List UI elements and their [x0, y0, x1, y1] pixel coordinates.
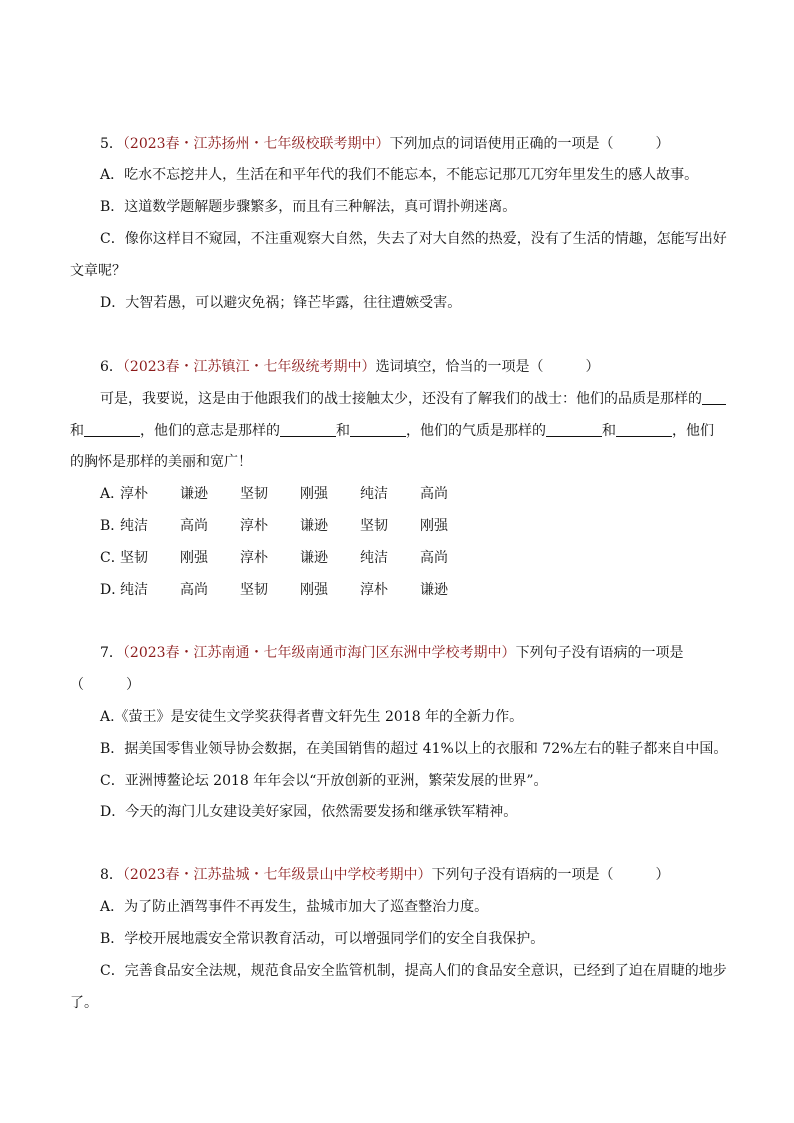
option-word: 刚强 [300, 486, 328, 502]
question-source: （2023春・江苏镇江・七年级统考期中） [122, 359, 376, 375]
passage-text: ，他们的气质是那样的 [406, 423, 546, 439]
option-label: C． [100, 550, 125, 566]
option-word: 谦逊 [420, 582, 448, 598]
question-5-header [100, 134, 670, 154]
q8-option-c-continued: 了。 [70, 995, 98, 1011]
option-word: 坚韧 [120, 550, 148, 566]
question-source: （2023春・江苏扬州・七年级校联考期中） [122, 136, 390, 152]
fill-blank [280, 422, 336, 437]
option-label: D． [100, 582, 126, 598]
option-word: 纯洁 [360, 486, 388, 502]
option-word: 淳朴 [360, 582, 388, 598]
option-word: 坚韧 [240, 486, 268, 502]
question-source: （2023春・江苏南通・七年级南通市海门区东洲中学校考期中） [122, 645, 516, 661]
q8-option-a: A．为了防止酒驾事件不再发生，盐城市加大了巡查整治力度。 [100, 899, 489, 915]
q5-option-b: B．这道数学题解题步骤繁多，而且有三种解法，真可谓扑朔迷离。 [100, 199, 517, 215]
question-6-header [100, 357, 600, 377]
q7-answer-paren: （ ） [70, 677, 140, 693]
question-number: 8． [100, 867, 123, 883]
option-word: 淳朴 [240, 518, 268, 534]
q7-option-a: A.《萤王》是安徒生文学奖获得者曹文轩先生 2018 年的全新力作。 [100, 709, 524, 725]
q8-option-c: C．完善食品安全法规，规范食品安全监管机制，提高人们的食品安全意识，已经到了迫在眉睫的地步 [100, 963, 727, 979]
q7-option-d: D．今天的海门儿女建设美好家园，依然需要发扬和继承铁军精神。 [100, 804, 518, 820]
option-word: 高尚 [420, 486, 448, 502]
q5-option-a: A．吃水不忘挖井人，生活在和平年代的我们不能忘本，不能忘记那兀兀穷年里发生的感人故事。 [100, 167, 699, 183]
question-number: 5． [100, 136, 123, 152]
passage-text: 和 [336, 423, 350, 439]
fill-blank [84, 422, 140, 437]
option-word: 高尚 [420, 550, 448, 566]
question-stem: 下列句子没有语病的一项是 [515, 645, 684, 661]
passage-text: 可是，我要说，这是由于他跟我们的战士接触太少，还没有了解我们的战士：他们的品质是那样的 [100, 391, 702, 407]
q6-option-a [100, 484, 480, 504]
option-word: 淳朴 [240, 550, 268, 566]
q6-option-d [100, 580, 480, 600]
q8-option-b: B．学校开展地震安全常识教育活动，可以增强同学们的安全自我保护。 [100, 931, 545, 947]
fill-blank [616, 422, 672, 437]
passage-text: ，他们的意志是那样的 [140, 423, 280, 439]
option-word: 刚强 [300, 582, 328, 598]
q5-option-c: C．像你这样目不窥园，不注重观察大自然，失去了对大自然的热爱，没有了生活的情趣，怎能写出好 [100, 231, 727, 247]
option-word: 坚韧 [360, 518, 388, 534]
q6-passage-line-3: 的胸怀是那样的美丽和宽广！ [70, 454, 252, 470]
option-word: 高尚 [180, 582, 208, 598]
q5-option-c-continued: 文章呢？ [70, 263, 126, 279]
option-word: 谦逊 [300, 550, 328, 566]
question-number: 6． [100, 359, 123, 375]
option-word: 淳朴 [120, 486, 148, 502]
question-source: （2023春・江苏盐城・七年级景山中学校考期中） [122, 867, 432, 883]
fill-blank [546, 422, 602, 437]
passage-text: ，他们 [672, 423, 714, 439]
fill-blank [350, 422, 406, 437]
option-word: 刚强 [180, 550, 208, 566]
option-word: 谦逊 [300, 518, 328, 534]
option-word: 刚强 [420, 518, 448, 534]
q6-passage-line-2 [70, 421, 714, 441]
option-label: B． [100, 518, 125, 534]
option-word: 纯洁 [120, 582, 148, 598]
question-number: 7． [100, 645, 123, 661]
question-stem: 下列加点的词语使用正确的一项是（ ） [389, 136, 670, 152]
question-stem: 选词填空，恰当的一项是（ ） [375, 359, 600, 375]
option-word: 纯洁 [120, 518, 148, 534]
q6-passage-line-1 [100, 389, 726, 409]
q7-option-b: B．据美国零售业领导协会数据，在美国销售的超过 41%以上的衣服和 72%左右的鞋子都来自中国。 [100, 741, 728, 757]
q5-option-d: D．大智若愚，可以避灾免祸；锋芒毕露，往往遭嫉受害。 [100, 295, 462, 311]
option-word: 坚韧 [240, 582, 268, 598]
option-label: A． [100, 486, 125, 502]
question-8-header [100, 865, 670, 885]
fill-blank [702, 390, 726, 405]
passage-text: 和 [602, 423, 616, 439]
q6-option-b [100, 516, 480, 536]
q7-option-c: C．亚洲博鳌论坛 2018 年年会以“开放创新的亚洲，繁荣发展的世界”。 [100, 773, 548, 789]
passage-text: 和 [70, 423, 84, 439]
option-word: 谦逊 [180, 486, 208, 502]
question-stem: 下列句子没有语病的一项是（ ） [431, 867, 670, 883]
option-word: 纯洁 [360, 550, 388, 566]
q6-option-c [100, 548, 480, 568]
question-7-header [100, 643, 684, 663]
option-word: 高尚 [180, 518, 208, 534]
